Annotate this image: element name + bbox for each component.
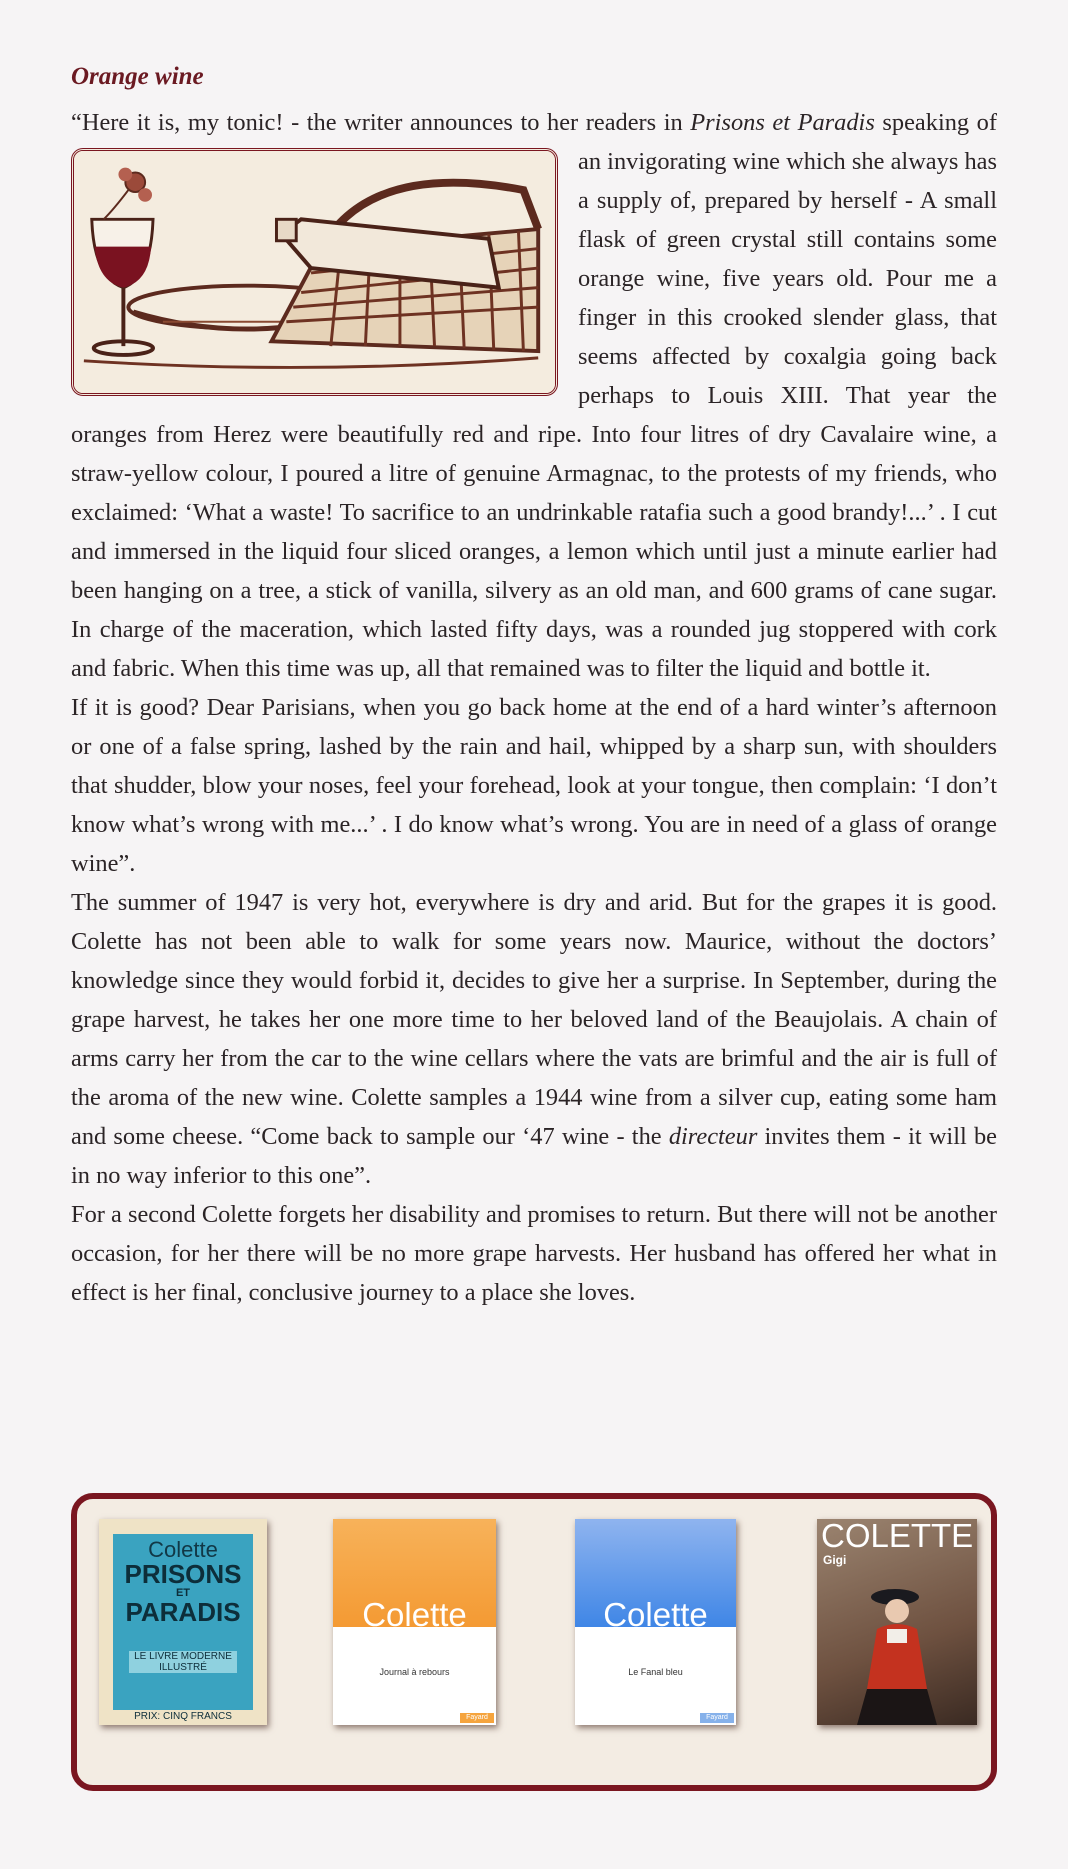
publisher-logo: Fayard [700, 1713, 734, 1723]
cover-author: COLETTE [821, 1519, 974, 1554]
book-cover-prisons-et-paradis [99, 1519, 267, 1725]
paragraph-1-part-b-text: speaking of an invigorating wine which she always has a supply of, prepared by herself - A small flask of green crystal still contains some orange wine, five years old. Pour me a finger in this crooked slender glass, that seems affected by coxalgia going back perhaps to Louis XIII. That year the oranges from Herez were beautifully red and ripe. Into four litres of dry Cavalaire wine, a straw-yellow colour, I poured a litre of genuine Armagnac, to the protests of my friends, who exclaimed: ‘What a waste! To sacrifice to an undrinkable ratafia such a good brandy!...’ . I cut and immersed in the liquid four sliced oranges, a lemon which until just a minute earlier had been hanging on a tree, a stick of vanilla, silvery as an old man, and 600 grams of cane sugar. In charge of the maceration, which lasted fifty days, was a rounded jug stoppered with cork and fabric. When this time was up, all that remained was to filter the liquid and bottle it. [71, 109, 997, 682]
cover-author: Colette [362, 1596, 467, 1633]
paragraph-1-part-b [71, 109, 997, 682]
cover-title-line-1: PRISONS [124, 1559, 242, 1589]
book-cover-journal-a-rebours [333, 1519, 496, 1725]
article [71, 60, 997, 1312]
paragraph-2: If it is good? Dear Parisians, when you go back home at the end of a hard winter’s afternoon or one of a false spring, lashed by the rain and hail, whipped by a sharp sun, with shoulders that shudder, blow your noses, feel your forehead, look at your tongue, then complain: ‘I don’t know what’s wrong with me...’ . I do know what’s wrong. You are in need of a glass of orange wine”. [71, 694, 997, 877]
cover-author: Colette [148, 1537, 218, 1562]
cover-author: Colette [603, 1596, 708, 1633]
cover-title [99, 1561, 267, 1625]
book-cover-gigi [817, 1519, 977, 1725]
paragraph-1-part-a: “Here it is, my tonic! - the writer announces to her readers in [71, 109, 691, 136]
article-heading: Orange wine [71, 63, 204, 90]
cover-price: PRIX: CINQ FRANCS [134, 1711, 232, 1722]
cover-title: Journal à rebours [379, 1667, 450, 1677]
book-covers-panel [71, 1493, 997, 1791]
directeur-emphasis: directeur [668, 1123, 758, 1150]
paragraph-3 [71, 883, 997, 1195]
cover-title-line-3: PARADIS [125, 1597, 241, 1627]
book-title-emphasis: Prisons et Paradis [690, 109, 875, 136]
publisher-logo: Fayard [460, 1713, 494, 1723]
paragraph-4: For a second Colette forgets her disability and promises to return. But there will not be another occasion, for her there will be no more grape harvests. Her husband has offered her what in effect is her final, conclusive journey to a place she loves. [71, 1201, 997, 1306]
cover-title-line-2: ET [175, 1587, 191, 1599]
book-cover-le-fanal-bleu [575, 1519, 736, 1725]
cover-title: Gigi [823, 1553, 847, 1567]
cover-title: Le Fanal bleu [628, 1667, 683, 1677]
paragraph-3-part-b: invites them - it will be in no way inferior to this one”. [71, 1123, 997, 1189]
cover-publisher: LE LIVRE MODERNE ILLUSTRÉ [129, 1651, 237, 1673]
paragraph-1 [71, 103, 997, 688]
wine-basket-illustration [71, 148, 558, 396]
paragraph-3-part-a: The summer of 1947 is very hot, everywhere is dry and arid. But for the grapes it is good. Colette has not been able to walk for some years now. Maurice, without the doctors’ knowledge since they would forbid it, decides to give her a surprise. In September, during the grape harvest, he takes her one more time to her beloved land of the Beaujolais. A chain of arms carry her from the car to the wine cellars where the vats are brimful and the air is full of the aroma of the new wine. Colette samples a 1944 wine from a silver cup, eating some ham and some cheese. “Come back to sample our ‘47 wine - the [71, 889, 997, 1150]
